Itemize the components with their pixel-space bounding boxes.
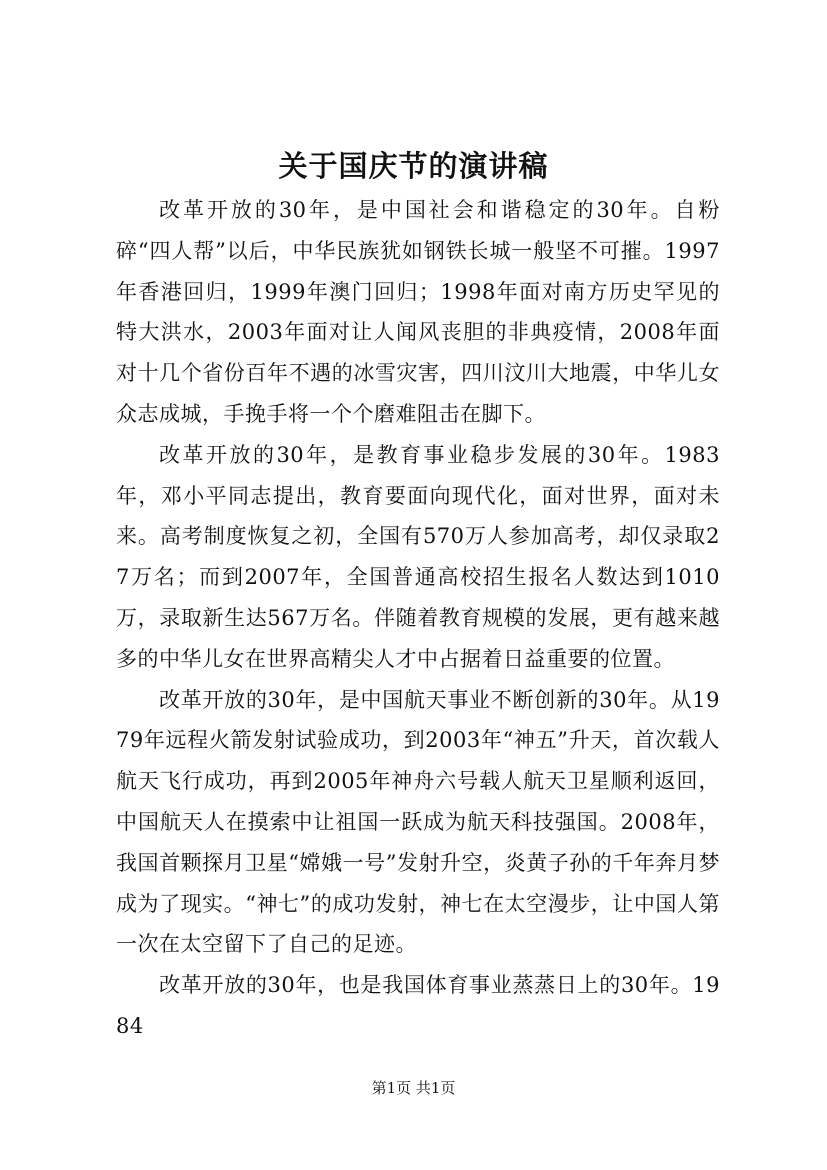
paragraph-1: 改革开放的30年，是中国社会和谐稳定的30年。自粉碎“四人帮”以后，中华民族犹如钢铁长城一般坚不可摧。1997年香港回归，1999年澳门回归；1998年面对南方历史罕见的特大洪水，2003年面对让人闻风丧胆的非典疫情，2008年面对十几个省份百年不遇的冰雪灾害，四川汶川大地震，中华儿女众志成城，手挽手将一个个磨难阻击在脚下。	[116, 198, 720, 426]
paragraph-4: 改革开放的30年，也是我国体育事业蒸蒸日上的30年。1984	[116, 973, 720, 1038]
document-title: 关于国庆节的演讲稿	[278, 149, 549, 183]
page-footer	[0, 1078, 827, 1098]
paragraph-2: 改革开放的30年，是教育事业稳步发展的30年。1983年，邓小平同志提出，教育要面向现代化，面对世界，面对未来。高考制度恢复之初，全国有570万人参加高考，却仅录取27万名；而到2007年，全国普通高校招生报名人数达到1010万，录取新生达567万名。伴随着教育规模的发展，更有越来越多的中华儿女在世界高精尖人才中占据着日益重要的位置。	[116, 442, 720, 671]
paragraph-3: 改革开放的30年，是中国航天事业不断创新的30年。从1979年远程火箭发射试验成功，到2003年“神五”升天，首次载人航天飞行成功，再到2005年神舟六号载人航天卫星顺利返回，中国航天人在摸索中让祖国一跃成为航天科技强国。2008年，我国首颗探月卫星“嫦娥一号”发射升空，炎黄子孙的千年奔月梦成为了现实。“神七”的成功发射，神七在太空漫步，让中国人第一次在太空留下了自己的足迹。	[116, 687, 720, 957]
page-number-label: 第1页 共1页	[371, 1079, 456, 1097]
document-body	[116, 190, 720, 1047]
